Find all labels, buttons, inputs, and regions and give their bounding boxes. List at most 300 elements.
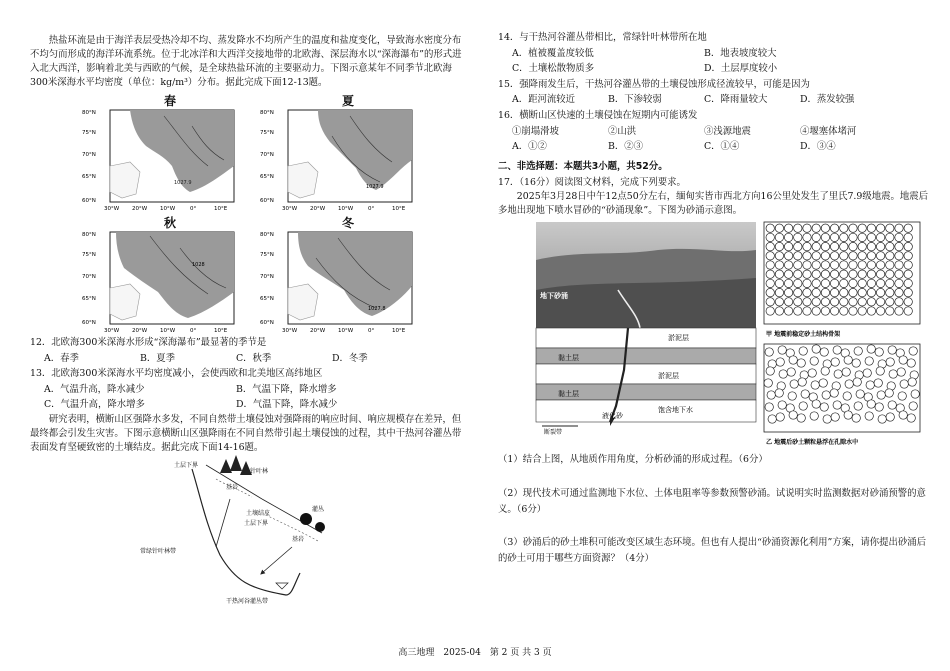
q17-material: 2025年3月28日中午12点50分左右，缅甸实皆市西北方向16公里处发生了里氏7.9级地震。地震后多地出现地下喷水冒砂的“砂涌现象”。下图为砂涌示意图。	[498, 191, 928, 217]
sand-particle	[858, 261, 866, 269]
sand-particle	[821, 252, 829, 260]
sand-particle	[775, 280, 783, 288]
sand-particle	[886, 261, 894, 269]
sand-particle	[768, 415, 776, 423]
sand-particle	[766, 252, 774, 260]
sand-particle	[904, 298, 912, 306]
sand-particle	[794, 298, 802, 306]
sand-particle	[876, 367, 884, 375]
label-soil-interface-top: 土层下界	[174, 461, 199, 469]
lon-label: 10°W	[338, 328, 354, 334]
sand-particle	[821, 234, 829, 242]
sand-particle	[778, 401, 786, 409]
sand-particle	[803, 234, 811, 242]
sand-particle	[849, 234, 857, 242]
sand-particle	[812, 270, 820, 278]
option: C．土壤松散物质多	[512, 63, 595, 75]
sand-particle	[784, 280, 792, 288]
lat-label: 75°N	[82, 130, 96, 136]
option: C．①④	[704, 141, 740, 153]
lat-label: 80°N	[260, 232, 274, 238]
item: ④堰塞体堵河	[800, 125, 857, 137]
lon-label: 0°	[190, 328, 197, 334]
sand-particle	[803, 289, 811, 297]
question-17-2: （2）现代技术可通过监测地下水位、土体电阻率等参数预警砂涌。试说明实时监测数据对砂涌预警的意义。（6分）	[498, 487, 926, 515]
sand-particle	[865, 357, 873, 365]
sand-particle	[876, 289, 884, 297]
sand-particle	[821, 224, 829, 232]
sand-particle	[876, 252, 884, 260]
sand-particle	[820, 348, 828, 356]
lon-label: 20°W	[132, 206, 148, 212]
lat-label: 60°N	[82, 320, 96, 326]
sand-particle	[886, 289, 894, 297]
option: C．气温升高，降水增多	[44, 399, 145, 411]
sand-particle	[856, 390, 864, 398]
lat-label: 70°N	[260, 274, 274, 280]
sand-particle	[867, 280, 875, 288]
sand-particle	[821, 298, 829, 306]
sand-particle	[867, 298, 875, 306]
sand-particle	[775, 252, 783, 260]
sand-particle	[799, 347, 807, 355]
lat-label: 65°N	[82, 174, 96, 180]
sand-particle	[812, 224, 820, 232]
sand-particle	[904, 234, 912, 242]
sand-particle	[844, 356, 852, 364]
lon-label: 20°W	[132, 328, 148, 334]
sand-particle	[858, 289, 866, 297]
sand-particle	[833, 401, 841, 409]
sand-particle	[779, 370, 787, 378]
label-fault: 断裂带	[544, 429, 563, 437]
sand-particle	[895, 307, 903, 315]
sand-particle	[866, 381, 874, 389]
left-column	[30, 34, 468, 605]
sand-particle	[775, 307, 783, 315]
sand-particle	[904, 261, 912, 269]
sand-particle	[849, 252, 857, 260]
lon-label: 10°W	[160, 328, 176, 334]
question-14: 14．与干热河谷灌丛带相比，常绿针叶林带所在地	[498, 32, 707, 43]
intro-paragraph: 热盐环流是由于海洋表层受热冷却不均、蒸发降水不均所产生的温度和盐度变化，导致海水密度分布不均匀而形成的海洋环流系统。位于北冰洋和大西洋交接地带的北欧海、深层海水以“深海瀑布”的形式进入北大西洋，影响着北美与西欧的气候，是全球热盐环流的主要驱动力。下图示意某年不同季节北欧海300米深海水平均密度（单位：kg/m³）分布。据此完成下面12-13题。	[30, 35, 462, 88]
page-footer: 高三地理 2025-04 第 2 页 共 3 页	[398, 648, 552, 658]
option: B．夏季	[140, 352, 176, 364]
sand-particle	[907, 359, 915, 367]
label-silt-2: 淤泥层	[658, 372, 679, 381]
sand-particle	[766, 261, 774, 269]
sand-particle	[789, 411, 797, 419]
sand-particle	[794, 224, 802, 232]
lon-label: 20°W	[310, 328, 326, 334]
lat-label: 65°N	[260, 174, 274, 180]
lon-label: 30°W	[282, 328, 298, 334]
option: D．气温下降，降水减少	[236, 399, 338, 411]
sand-particle	[831, 358, 839, 366]
sand-particle	[885, 389, 893, 397]
sand-particle	[876, 270, 884, 278]
sand-particle	[875, 348, 883, 356]
lat-label: 60°N	[82, 198, 96, 204]
label-bedrock-mid: 基岩	[292, 535, 305, 543]
q12-options	[30, 351, 468, 367]
sand-particle	[820, 403, 828, 411]
sand-particle	[840, 234, 848, 242]
sand-particle	[895, 280, 903, 288]
sand-particle	[867, 345, 875, 353]
sand-particle	[794, 289, 802, 297]
sand-particle	[784, 289, 792, 297]
sand-particle	[877, 391, 885, 399]
sand-particle	[812, 345, 820, 353]
sand-particle	[812, 252, 820, 260]
sand-particle	[830, 280, 838, 288]
sand-particle	[801, 390, 809, 398]
lat-label: 70°N	[260, 152, 274, 158]
sand-particle	[764, 379, 772, 387]
label-coniferous: 针叶林	[250, 467, 269, 475]
sand-particle	[895, 224, 903, 232]
option: A．植被覆盖度较低	[512, 47, 594, 59]
iso-label-winter: 1027.8	[368, 306, 386, 312]
sand-particle	[812, 261, 820, 269]
lat-label: 80°N	[260, 110, 274, 116]
sand-particle	[812, 289, 820, 297]
sand-particle	[803, 307, 811, 315]
research-paragraph: 研究表明，横断山区强降水多发，不同自然带土壤侵蚀对强降雨的响应时间、响应规模存在差异，但最终都会引发生灾害。下图示意横断山区强降雨在不同自然带引起土壤侵蚀的过程，其中干热河谷灌丛带表面发育坚硬致密的土壤结皮。据此完成下面14-16题。	[30, 413, 462, 453]
sand-particle	[788, 392, 796, 400]
map-title-winter: 冬	[342, 216, 355, 230]
sand-particle	[776, 358, 784, 366]
lat-label: 80°N	[82, 232, 96, 238]
sand-particle	[858, 234, 866, 242]
sand-particle	[904, 252, 912, 260]
sand-particle	[858, 298, 866, 306]
sand-particle	[876, 298, 884, 306]
sand-particle	[886, 298, 894, 306]
label-sand-boil: 地下砂涌	[540, 292, 568, 301]
sand-particle	[840, 261, 848, 269]
lat-label: 70°N	[82, 152, 96, 158]
iso-label-autumn: 1028	[192, 262, 205, 268]
sand-particle	[766, 224, 774, 232]
sand-particle	[845, 380, 853, 388]
sand-particle	[766, 307, 774, 315]
q15-options	[498, 92, 928, 108]
sand-particle	[849, 224, 857, 232]
sand-particle	[812, 243, 820, 251]
q14-options-row2	[498, 61, 928, 77]
sand-particle	[810, 412, 818, 420]
question-13: 13．北欧海300米深海水平均密度减小，会使西欧和北美地区高纬地区	[30, 368, 323, 380]
iso-label-spring: 1027.9	[174, 180, 192, 186]
sand-particle	[784, 234, 792, 242]
lat-label: 80°N	[82, 110, 96, 116]
sand-particle	[830, 289, 838, 297]
sand-particle	[865, 412, 873, 420]
iso-label-summer: 1027.9	[366, 184, 384, 190]
sand-particle	[799, 402, 807, 410]
sand-particle	[895, 289, 903, 297]
sand-particle	[876, 307, 884, 315]
map-winter	[258, 228, 418, 336]
sand-particle	[811, 381, 819, 389]
map-autumn	[80, 228, 240, 336]
sand-particle	[794, 280, 802, 288]
lon-label: 30°W	[104, 206, 120, 212]
sand-particle	[821, 307, 829, 315]
sand-particle	[803, 252, 811, 260]
sand-particle	[784, 243, 792, 251]
option: D．蒸发较强	[800, 94, 855, 106]
sand-particle	[867, 270, 875, 278]
sand-particle	[794, 307, 802, 315]
sand-particle	[766, 280, 774, 288]
item: ③浅源地震	[704, 125, 751, 137]
sand-particle	[849, 243, 857, 251]
lat-label: 65°N	[82, 296, 96, 302]
sand-particle	[886, 224, 894, 232]
sand-particle	[858, 307, 866, 315]
sand-particle	[812, 280, 820, 288]
sand-particle	[834, 370, 842, 378]
sand-particle	[849, 307, 857, 315]
item: ②山洪	[608, 125, 637, 137]
label-saturated-water: 饱含地下水	[658, 406, 693, 415]
label-dry-valley-belt: 干热河谷灌丛带	[226, 597, 269, 605]
sand-particle	[766, 289, 774, 297]
sand-particle	[876, 280, 884, 288]
erosion-diagram	[30, 455, 468, 605]
sand-particle	[797, 414, 805, 422]
panel-suspended	[764, 344, 920, 432]
sand-particle	[775, 261, 783, 269]
q13-options-row1	[30, 382, 468, 398]
map-spring	[80, 106, 240, 214]
sand-particle	[840, 243, 848, 251]
map-summer	[258, 106, 418, 214]
sand-particle	[907, 414, 915, 422]
lon-label: 0°	[190, 206, 197, 212]
sand-particle	[840, 298, 848, 306]
sand-particle	[867, 224, 875, 232]
lon-label: 10°W	[160, 206, 176, 212]
sand-particle	[833, 346, 841, 354]
lon-label: 10°E	[214, 206, 228, 212]
sand-particle	[775, 270, 783, 278]
sand-particle	[895, 261, 903, 269]
shrub-icon	[315, 522, 325, 532]
conifer-icon	[220, 455, 252, 475]
sand-particle	[812, 234, 820, 242]
question-16: 16．横断山区快速的土壤侵蚀在短期内可能诱发	[498, 109, 698, 121]
option: B．②③	[608, 141, 644, 153]
lon-label: 10°E	[392, 328, 406, 334]
option: B．地表坡度较大	[704, 47, 777, 59]
sand-particle	[897, 368, 905, 376]
sand-particle	[766, 367, 774, 375]
q13-options-row2	[30, 397, 468, 413]
sand-particle	[867, 400, 875, 408]
q14-options-row1	[498, 46, 928, 62]
sand-particle	[821, 280, 829, 288]
sand-particle	[798, 378, 806, 386]
sand-particle	[858, 224, 866, 232]
sand-particle	[775, 243, 783, 251]
sand-particle	[899, 411, 907, 419]
sand-particle	[849, 261, 857, 269]
sand-particle	[822, 391, 830, 399]
lat-label: 70°N	[82, 274, 96, 280]
label-shrub: 灌丛	[312, 505, 325, 513]
caption-b: 乙 地震后砂土颗粒悬浮在孔隙水中	[766, 439, 859, 447]
option: A．春季	[44, 352, 79, 364]
sand-particle	[766, 270, 774, 278]
sand-particle	[886, 358, 894, 366]
sand-particle	[778, 346, 786, 354]
sand-particle	[803, 280, 811, 288]
sand-particle	[858, 243, 866, 251]
sand-particle	[784, 252, 792, 260]
sand-particle	[853, 378, 861, 386]
sand-particle	[794, 234, 802, 242]
sand-particle	[812, 307, 820, 315]
sand-particle	[898, 392, 906, 400]
sand-particle	[767, 391, 775, 399]
option: D．③④	[800, 141, 836, 153]
label-liquefied-sand: 液化砂	[602, 412, 623, 421]
sand-particle	[908, 378, 916, 386]
sand-particle	[876, 243, 884, 251]
label-bedrock-top: 基岩	[226, 483, 239, 491]
question-17-1: （1）结合上图，从地质作用角度，分析砂涌的形成过程。（6分）	[498, 454, 768, 466]
sand-particle	[803, 270, 811, 278]
option: A．气温升高，降水减少	[44, 383, 145, 395]
sand-particle	[867, 252, 875, 260]
sand-particle	[766, 298, 774, 306]
sand-particle	[840, 280, 848, 288]
lat-label: 65°N	[260, 296, 274, 302]
sand-particle	[844, 411, 852, 419]
sand-particle	[867, 307, 875, 315]
sand-particle	[852, 359, 860, 367]
sand-particle	[803, 224, 811, 232]
option: B．气温下降，降水增多	[236, 383, 337, 395]
option: C．秋季	[236, 352, 272, 364]
question-12: 12．北欧海300米深海水形成“深海瀑布”最显著的季节是	[30, 337, 267, 348]
sand-particle	[810, 357, 818, 365]
sand-particle	[886, 413, 894, 421]
sand-particle	[854, 402, 862, 410]
sand-particle	[886, 234, 894, 242]
sand-particle	[830, 270, 838, 278]
sand-particle	[854, 347, 862, 355]
item: ①崩塌滑坡	[512, 125, 559, 137]
sand-particle	[823, 415, 831, 423]
sand-particle	[831, 413, 839, 421]
sand-particle	[819, 379, 827, 387]
sand-particle	[794, 243, 802, 251]
sand-particle	[784, 224, 792, 232]
right-column	[498, 30, 928, 566]
sand-particle	[874, 379, 882, 387]
sand-particle	[794, 270, 802, 278]
sand-particle	[886, 280, 894, 288]
label-clay-1: 黏土层	[558, 354, 579, 363]
lon-label: 30°W	[282, 206, 298, 212]
sand-particle	[889, 370, 897, 378]
sand-particle	[888, 401, 896, 409]
sand-particle	[790, 380, 798, 388]
sand-particle	[858, 280, 866, 288]
sand-particle	[899, 356, 907, 364]
sand-particle	[830, 234, 838, 242]
map-title-spring: 春	[164, 94, 177, 108]
sand-particle	[784, 298, 792, 306]
sand-particle	[909, 347, 917, 355]
sand-particle	[787, 368, 795, 376]
sand-particle	[797, 359, 805, 367]
sand-particle	[784, 270, 792, 278]
sand-particle	[830, 224, 838, 232]
lon-label: 10°E	[392, 206, 406, 212]
map-title-summer: 夏	[342, 94, 355, 108]
sand-particle	[812, 298, 820, 306]
sand-particle	[849, 280, 857, 288]
sand-particle	[849, 298, 857, 306]
sand-particle	[867, 243, 875, 251]
q16-items	[498, 124, 928, 140]
label-evergreen-belt: 常绿针叶林带	[140, 547, 177, 555]
sand-particle	[852, 414, 860, 422]
sand-particle	[849, 289, 857, 297]
sand-particle	[886, 252, 894, 260]
sand-particle	[840, 289, 848, 297]
sand-particle	[900, 380, 908, 388]
sand-particle	[858, 252, 866, 260]
sand-particle	[830, 389, 838, 397]
option: A．距河流较近	[512, 94, 576, 106]
sand-particle	[840, 224, 848, 232]
lon-label: 30°W	[104, 328, 120, 334]
q16-options	[498, 139, 928, 155]
sand-particle	[886, 270, 894, 278]
sand-particle	[840, 270, 848, 278]
sand-particle	[911, 390, 919, 398]
sand-particle	[784, 307, 792, 315]
sand-particle	[858, 270, 866, 278]
sand-particle	[840, 252, 848, 260]
sand-particle	[821, 367, 829, 375]
sand-particle	[895, 252, 903, 260]
sand-particle	[812, 400, 820, 408]
sand-particle	[909, 402, 917, 410]
option: D．冬季	[332, 352, 368, 364]
question-17: 17．（16分）阅读图文材料，完成下列要求。	[498, 176, 686, 188]
lat-label: 60°N	[260, 320, 274, 326]
lon-label: 20°W	[310, 206, 326, 212]
sand-particle	[775, 224, 783, 232]
sand-particle	[867, 234, 875, 242]
sand-particle	[895, 234, 903, 242]
shrub-icon	[300, 513, 312, 525]
sand-particle	[876, 234, 884, 242]
option: D．土层厚度较小	[704, 63, 778, 75]
sand-particle	[895, 270, 903, 278]
option: C．降雨量较大	[704, 94, 768, 106]
option: A．①②	[512, 141, 547, 153]
sand-particle	[830, 307, 838, 315]
